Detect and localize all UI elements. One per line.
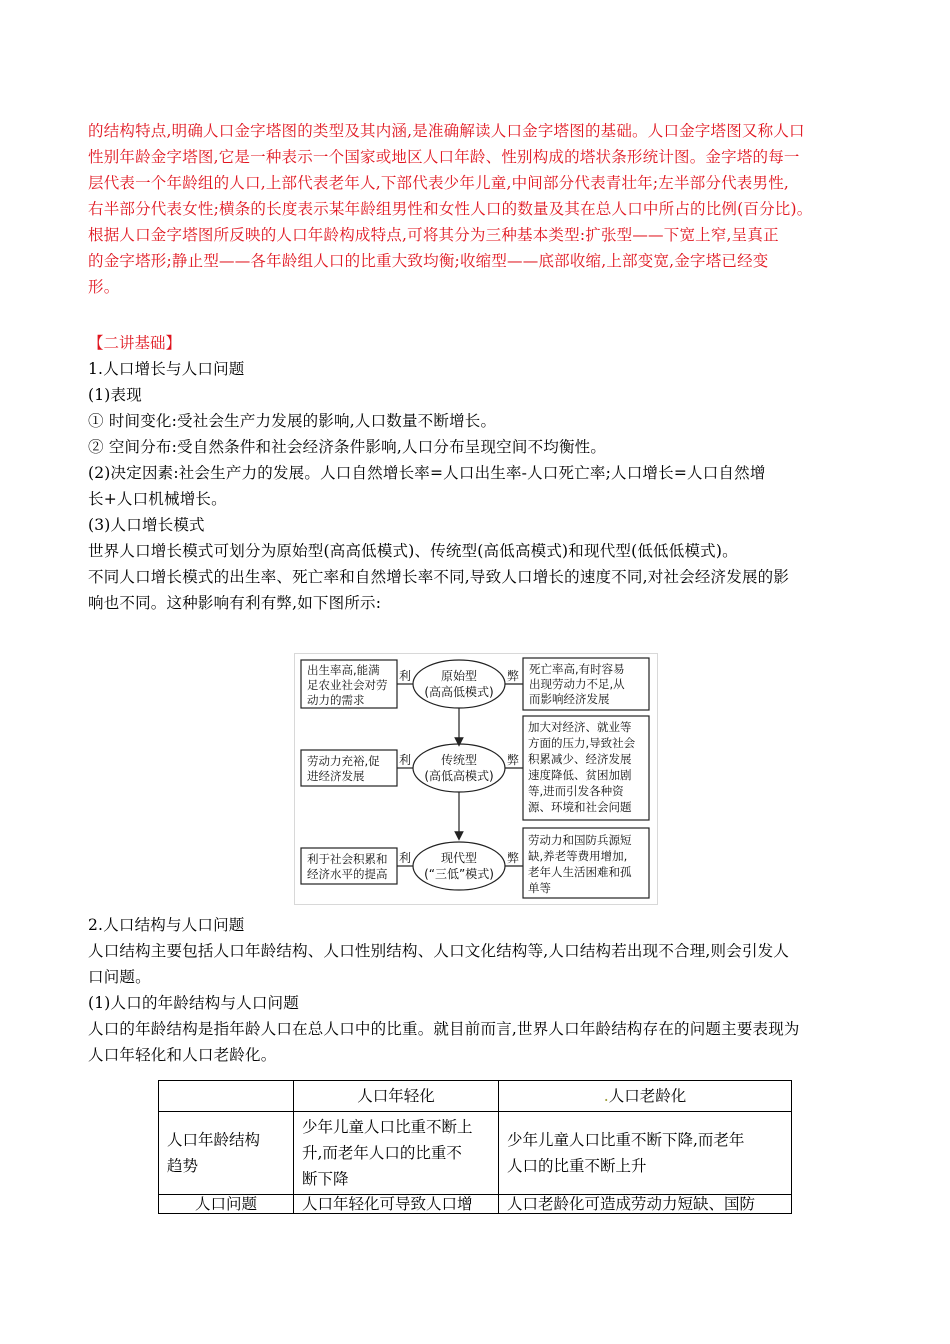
body-line: 人口结构主要包括人口年龄结构、人口性别结构、人口文化结构等,人口结构若出现不合理,则会引发人 bbox=[88, 942, 790, 960]
table-cell-label: 人口问题 bbox=[159, 1195, 294, 1214]
table-header-row bbox=[159, 1081, 792, 1112]
pro-text: 足农业社会对劳 bbox=[307, 678, 388, 692]
table-row bbox=[159, 1112, 792, 1195]
con-text: 老年人生活困难和孤 bbox=[528, 865, 632, 879]
con-text: 加大对经济、就业等 bbox=[528, 720, 632, 734]
table-header-cell bbox=[499, 1081, 792, 1112]
body-line: 人口的年龄结构是指年龄人口在总人口中的比重。就目前而言,世界人口年龄结构存在的问题主要表现为 bbox=[88, 1020, 800, 1038]
intro-line: 性别年龄金字塔图,它是一种表示一个国家或地区人口年龄、性别构成的塔状条形统计图。金字塔的每一 bbox=[88, 148, 800, 166]
body-line: 世界人口增长模式可划分为原始型(高高低模式)、传统型(高低高模式)和现代型(低低低模式)。 bbox=[88, 542, 738, 560]
cell-line: 断下降 bbox=[302, 1170, 349, 1188]
con-text: 等,进而引发各种资 bbox=[528, 784, 624, 798]
body-line: ② 空间分布:受自然条件和社会经济条件影响,人口分布呈现空间不均衡性。 bbox=[88, 438, 607, 456]
table-header-cell bbox=[159, 1081, 294, 1112]
pro-text: 劳动力充裕,促 bbox=[307, 754, 380, 768]
cell-line: 趋势 bbox=[167, 1157, 199, 1175]
con-text: 劳动力和国防兵源短 bbox=[528, 833, 632, 847]
body-text bbox=[88, 356, 868, 616]
pro-text: 动力的需求 bbox=[307, 693, 365, 707]
con-text: 而影响经济发展 bbox=[529, 692, 610, 706]
body-line: 不同人口增长模式的出生率、死亡率和自然增长率不同,导致人口增长的速度不同,对社会经济发展的影 bbox=[88, 568, 790, 586]
intro-line: 的金字塔形;静止型——各年龄组人口的比重大致均衡;收缩型——底部收缩,上部变宽,金字塔已经变 bbox=[88, 252, 769, 270]
pro-label: 利 bbox=[399, 669, 412, 683]
header-dot: . bbox=[603, 1087, 609, 1105]
model-ellipse bbox=[413, 744, 505, 792]
body-line: 口问题。 bbox=[88, 968, 151, 986]
subheading: (3)人口增长模式 bbox=[88, 516, 205, 534]
section-title: 【二讲基础】 bbox=[88, 334, 182, 352]
con-text: 缺,养老等费用增加, bbox=[528, 849, 628, 863]
diagram-svg bbox=[295, 654, 657, 904]
body-line: 响也不同。这种影响有利有弊,如下图所示: bbox=[88, 594, 382, 612]
con-text: 速度降低、贫困加剧 bbox=[528, 768, 632, 782]
cell-line: 少年儿童人口比重不断下降,而老年 bbox=[507, 1131, 745, 1149]
pro-text: 经济水平的提高 bbox=[307, 867, 388, 881]
table-row bbox=[159, 1195, 792, 1214]
intro-line: 根据人口金字塔图所反映的人口年龄构成特点,可将其分为三种基本类型:扩张型——下宽上窄,呈真正 bbox=[88, 226, 779, 244]
model-name: 现代型 bbox=[440, 851, 478, 865]
pro-label: 利 bbox=[399, 753, 412, 767]
table-header-cell: 人口年轻化 bbox=[294, 1081, 499, 1112]
table-cell: 人口年轻化可导致人口增 bbox=[294, 1195, 499, 1214]
subheading: (1)表现 bbox=[88, 386, 142, 404]
con-text: 单等 bbox=[528, 881, 551, 895]
con-text: 积累减少、经济发展 bbox=[528, 752, 632, 766]
body-line: ① 时间变化:受社会生产力发展的影响,人口数量不断增长。 bbox=[88, 412, 497, 430]
pro-text: 出生率高,能满 bbox=[307, 663, 380, 677]
cell-line: 人口年龄结构 bbox=[167, 1131, 261, 1149]
age-structure-table bbox=[158, 1080, 792, 1214]
table-cell-label bbox=[159, 1112, 294, 1195]
heading-population-structure: 2.人口结构与人口问题 bbox=[88, 916, 245, 934]
model-desc: (“三低”模式) bbox=[424, 867, 494, 881]
con-label: 弊 bbox=[507, 669, 520, 683]
model-desc: (高高低模式) bbox=[424, 685, 494, 699]
con-label: 弊 bbox=[507, 851, 520, 865]
cell-line: 人口的比重不断上升 bbox=[507, 1157, 647, 1175]
table-cell bbox=[499, 1112, 792, 1195]
body-line: (2)决定因素:社会生产力的发展。人口自然增长率=人口出生率-人口死亡率;人口增长=人口自然增 bbox=[88, 464, 766, 482]
body-text-2 bbox=[88, 912, 868, 1068]
pro-text: 利于社会积累和 bbox=[307, 852, 388, 866]
growth-model-diagram bbox=[294, 653, 658, 905]
con-label: 弊 bbox=[507, 753, 520, 767]
cell-line: 少年儿童人口比重不断上 bbox=[302, 1118, 473, 1136]
con-text: 方面的压力,导致社会 bbox=[528, 736, 636, 750]
intro-line: 的结构特点,明确人口金字塔图的类型及其内涵,是准确解读人口金字塔图的基础。人口金字塔图又称人口 bbox=[88, 122, 805, 140]
intro-paragraph bbox=[88, 118, 868, 300]
model-name: 原始型 bbox=[440, 669, 478, 683]
model-ellipse bbox=[413, 842, 505, 890]
body-line: 人口年轻化和人口老龄化。 bbox=[88, 1046, 277, 1064]
heading-population-growth: 1.人口增长与人口问题 bbox=[88, 360, 245, 378]
intro-line: 形。 bbox=[88, 278, 120, 296]
body-line: 长+人口机械增长。 bbox=[88, 490, 227, 508]
intro-line: 右半部分代表女性;横条的长度表示某年龄组男性和女性人口的数量及其在总人口中所占的比例(百分比)。 bbox=[88, 200, 813, 218]
con-text: 死亡率高,有时容易 bbox=[529, 662, 625, 676]
con-text: 源、环境和社会问题 bbox=[528, 800, 632, 814]
model-desc: (高低高模式) bbox=[424, 769, 494, 783]
cell-line: 升,而老年人口的比重不 bbox=[302, 1144, 462, 1162]
model-name: 传统型 bbox=[440, 753, 478, 767]
subheading: (1)人口的年龄结构与人口问题 bbox=[88, 994, 299, 1012]
pro-text: 进经济发展 bbox=[307, 769, 365, 783]
header-text: 人口老龄化 bbox=[608, 1087, 687, 1105]
model-ellipse bbox=[413, 660, 505, 708]
intro-line: 层代表一个年龄组的人口,上部代表老年人,下部代表少年儿童,中间部分代表青壮年;左半部分代表男性, bbox=[88, 174, 790, 192]
pro-label: 利 bbox=[399, 851, 412, 865]
con-text: 出现劳动力不足,从 bbox=[529, 677, 625, 691]
table-cell bbox=[294, 1112, 499, 1195]
table-cell: 人口老龄化可造成劳动力短缺、国防 bbox=[499, 1195, 792, 1214]
